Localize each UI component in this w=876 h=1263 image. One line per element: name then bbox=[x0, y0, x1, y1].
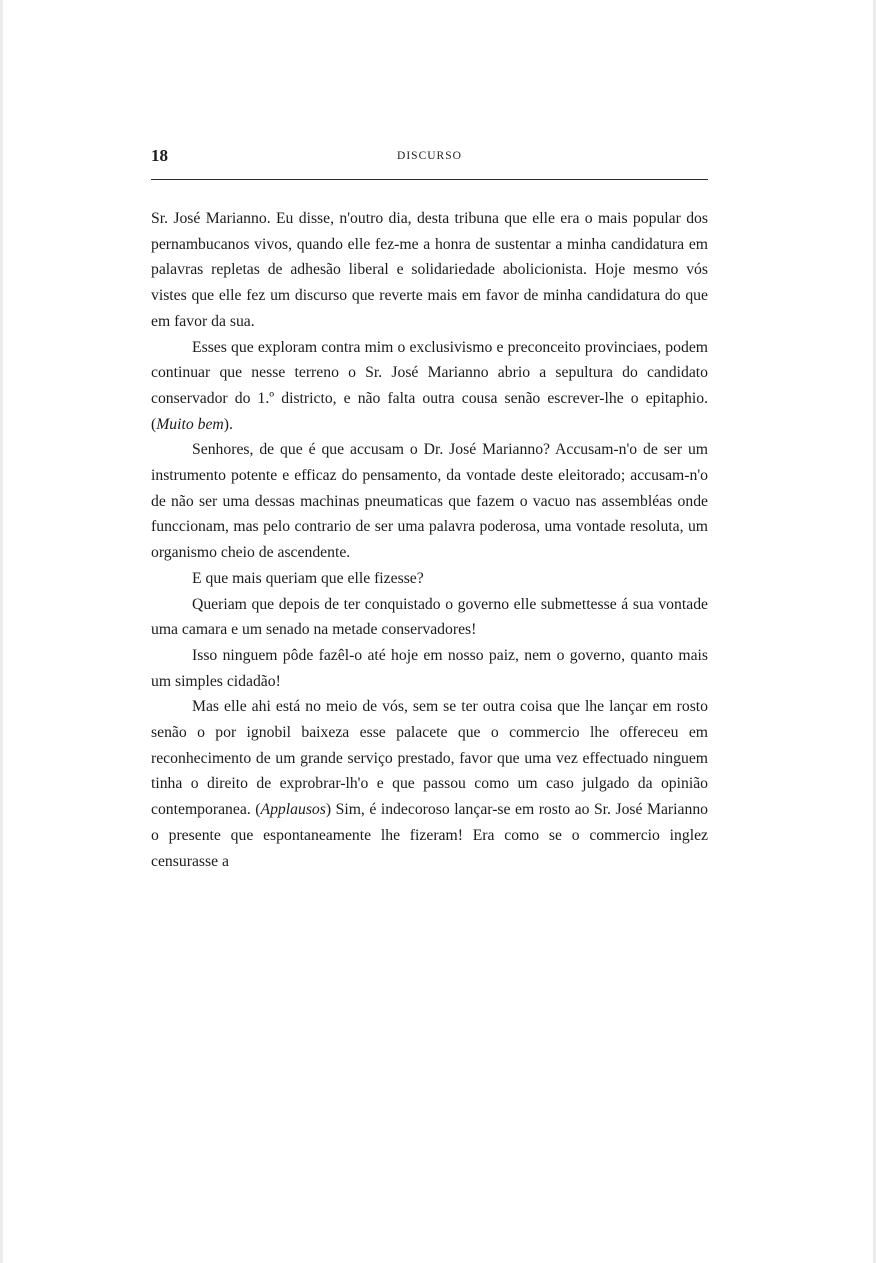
page-number: 18 bbox=[151, 146, 168, 165]
paragraph bbox=[151, 643, 708, 694]
paragraph-text: Esses que exploram contra mim o exclusivismo e preconceito provinciaes, podem continuar que nesse terreno o Sr. José Marianno abrio a sepultura do candidato conservador do 1.º districto, e não falta outra cousa senão escrever-lhe o epitaphio. ( bbox=[151, 338, 708, 433]
interjection: Applausos bbox=[260, 801, 326, 819]
paragraph-text: ). bbox=[223, 415, 233, 433]
paragraph bbox=[151, 566, 708, 592]
paragraph bbox=[151, 437, 708, 566]
paragraph bbox=[151, 206, 708, 335]
paragraph-text: Senhores, de que é que accusam o Dr. José Marianno? Accusam-n'o de ser um instrumento potente e efficaz do pensamento, da vontade deste eleitorado; accusam-n'o de não ser uma dessas machinas pneumaticas que fazem o vacuo nas assembléas onde funccionam, mas pelo contrario de ser uma palavra poderosa, uma vontade resoluta, um organismo cheio de ascendente. bbox=[151, 441, 708, 562]
paragraph bbox=[151, 592, 708, 643]
paragraph-text: Isso ninguem pôde fazêl-o até hoje em nosso paiz, nem o governo, quanto mais um simples cidadão! bbox=[151, 646, 708, 690]
paragraph bbox=[151, 694, 708, 874]
body-text bbox=[151, 206, 708, 874]
paragraph-text: Sr. José Marianno. Eu disse, n'outro dia, desta tribuna que elle era o mais popular dos pernambucanos vivos, quando elle fez-me a honra de sustentar a minha candidatura em palavras repletas de adhesão liberal e solidariedade abolicionista. Hoje mesmo vós vistes que elle fez um discurso que reverte mais em favor de minha candidatura do que em favor da sua. bbox=[151, 210, 708, 330]
paragraph-text: E que mais queriam que elle fizesse? bbox=[192, 569, 424, 587]
interjection: Muito bem bbox=[156, 415, 224, 433]
page-header bbox=[151, 146, 708, 170]
running-title: DISCURSO bbox=[397, 150, 462, 162]
paragraph-text: Mas elle ahi está no meio de vós, sem se ter outra coisa que lhe lançar em rosto senão o por ignobil baixeza esse palacete que o commercio lhe offereceu em reconhecimento de um grande serviço prestado, favor que uma vez effectuado ninguem tinha o direito de exprobrar-lh'o e que passou como um caso julgado da opinião contemporanea. ( bbox=[151, 698, 708, 819]
header-rule bbox=[151, 179, 708, 180]
paragraph-text: ) Sim, é indecoroso lançar-se em rosto ao Sr. José Marianno o presente que espontaneamente lhe fizeram! Era como se o commercio inglez censurasse a bbox=[151, 801, 709, 870]
paragraph-text: Queriam que depois de ter conquistado o governo elle submettesse á sua vontade uma camara e um senado na metade conservadores! bbox=[151, 595, 708, 639]
page-edge-left bbox=[0, 0, 3, 1263]
paragraph bbox=[151, 335, 708, 438]
